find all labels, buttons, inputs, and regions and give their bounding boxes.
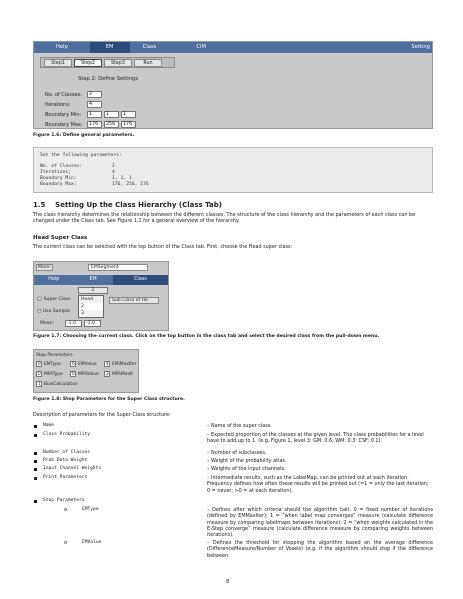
code-value: 176, 256, 176 [112,182,149,187]
parameters-intro: Description of parameters for the Super Class structure: [33,412,171,418]
super-class-radio[interactable] [37,297,71,302]
code-key: Boundary Min: [40,176,77,181]
code-key: No. of Classes: [40,164,83,169]
class-option-head[interactable]: Head [79,296,103,303]
page-number: 8 [226,579,230,585]
param-name: Class Probability [43,432,91,437]
class-dropdown-button[interactable]: 2 [78,287,108,294]
classes-input[interactable]: 2 [87,91,102,98]
boundary-max-y-input[interactable]: 256 [104,121,119,128]
section-intro-paragraph: The class hierarchy determines the relationship between the different classes. The structure of the class hierarchy and the parameters of each class can be changed under the Class tab. See Figure 1.1 for a general overview of the hierarchy. [33,212,416,225]
iterations-input[interactable]: 4 [87,101,102,108]
boundary-min-y-input[interactable]: 1 [104,111,119,118]
tab-em[interactable]: EM [90,42,130,53]
step2-button[interactable]: Step2 [74,59,102,67]
emmaxiter-label: EMiMaxIter [112,362,137,367]
settings-screenshot [33,41,433,129]
param-description: – Defines the threshold for stopping the algorithm based on the average difference (DifferenceMeasure/Number of Voxels) (e.g. if the algorithm should stop if the difference between [207,540,433,559]
boundary-max-z-input[interactable]: 176 [121,121,136,128]
mfavalue-input[interactable]: 0 [72,371,75,376]
step1-button[interactable]: Step1 [44,59,72,67]
tab-em[interactable]: EM [89,277,97,282]
class-dropdown-menu [78,295,104,318]
figure-1-6-caption: Figure 1.6: Define general parameters. [33,133,135,138]
boundary-min-x-input[interactable]: 1 [87,111,102,118]
super-class-label: Super Class [43,297,71,302]
emvalue-label: EMValue [78,362,97,367]
boundary-max-x-input[interactable]: 176 [87,121,102,128]
param-name: Name [43,423,55,428]
code-value: 1, 1, 1 [112,176,132,181]
code-intro: Set the following parameters: [40,153,122,158]
bias-calculation-input[interactable]: 1 [38,381,41,386]
module-tab-bar [34,275,168,285]
boundary-min-label: Boundary Min: [45,112,82,118]
bullet-icon [34,500,37,503]
param-name: Input Channel Weights [43,466,102,471]
module-select[interactable]: EMSegment [88,264,148,271]
code-value: 4 [112,170,115,175]
sub-class-button[interactable]: Sub Class of He [109,297,159,304]
use-sample-label: Use Sample [42,309,71,314]
param-description: – Name of the super class. [207,423,272,429]
mean-label: Mean: [40,321,55,326]
emtype-label: EMType [44,362,61,367]
figure-1-8-caption: Figure 1.8: Stop Parameters for the Super Class structure. [33,397,185,402]
mfamaxiter-label: MFAMaxIt [112,372,134,377]
param-description: – Defines after which criteria should the algorithm halt. 0 = fixed number of iterations (defined by EMMaxIter); 1 = “when label map converges” measure (calculate difference measure by comparing labelmaps between iterations); 2 = “when weights calculated in the E-Step converge” measure (calculate difference measure by comparing weights between iterations). [207,507,433,539]
bullet-icon [34,452,37,455]
stop-parameters-screenshot [33,349,139,393]
param-description: – Expected proportion of the classes at the given level. The class probabilities for a level have to add up to 1. (e.g. Figure 1, level 3: GM: 0.6; WM: 0.3: CSF: 0.1). [207,432,424,445]
class-option-2[interactable]: 2 [79,303,103,310]
code-key: Iterations: [40,170,72,175]
classes-label: No. of Classes: [45,92,82,98]
step3-button[interactable]: Step3 [104,59,132,67]
class-select-screenshot [33,261,169,331]
emvalue-input[interactable]: 0 [72,361,75,366]
step-heading: Step 2: Define Settings [78,76,139,82]
step-bar [40,57,175,68]
head-super-class-heading: Head Super Class [33,235,88,241]
class-option-3[interactable]: 3 [81,311,84,316]
param-name: Prob Data Weight [43,458,88,463]
boundary-max-label: Boundary Max: [45,122,83,128]
param-name: Print Parameters [43,475,88,480]
boundary-min-z-input[interactable]: 1 [121,111,136,118]
bullet-icon [34,425,37,428]
mean-input-2[interactable]: -1.0 [84,320,101,327]
param-description: – Number of subclasses. [207,450,267,456]
radio-icon: ◯ [37,297,43,302]
bullet-icon [34,477,37,480]
bias-calculation-label: BiasCalculation [44,382,78,387]
stop-parameters-title: Stop Parameters [36,353,73,358]
tab-help[interactable]: Help [48,277,60,282]
code-value: 2 [112,164,115,169]
iterations-label: Iterations: [45,102,71,108]
code-key: Boundary Max: [40,182,77,187]
param-name: Stop Parameters [43,498,85,503]
sub-bullet-icon: o [64,540,68,546]
mfavalue-label: MFAValue [78,372,99,377]
mfatype-input[interactable]: 0 [38,371,41,376]
param-name: EMValue [82,540,102,545]
tab-class[interactable]: Class [113,275,168,285]
emmaxiter-input[interactable]: 4 [106,361,109,366]
head-super-class-paragraph: The current class can be selected with the top button of the Class tab. First, choose the Head super class: [33,244,293,250]
checkbox-icon: □ [37,309,42,314]
param-name: Number of Classes [43,450,91,455]
bullet-icon [34,468,37,471]
param-name: EMType [82,507,99,512]
param-description: – Weight of the probability atlas. [207,458,287,464]
use-sample-checkbox[interactable] [37,309,70,314]
tab-setting[interactable]: Setting [411,44,430,50]
parameters-code-box [33,147,433,193]
section-heading: 1.5 Setting Up the Class Hierarchy (Class Tab) [33,201,222,209]
figure-1-7-caption: Figure 1.7: Choosing the current class. Click on the top button in the class tab and select the desired class from the pull-down menu. [33,334,380,339]
sub-bullet-icon: o [64,507,68,513]
tab-cim[interactable]: CIM [196,44,206,50]
emtype-input[interactable]: 0 [38,361,41,366]
module-tab-bar [34,42,432,53]
more-button[interactable]: More: [36,264,53,271]
run-button[interactable]: Run [134,59,162,67]
mfatype-label: MFAType [44,372,63,377]
param-description: – Intermediate results, such as the LabelMap, can be printed out at each iteration. Frequency defines how often these results will be printed out (=1 = only the last iteration; 0 = never; >0 = at each iteration). [207,475,429,494]
mfamaxiter-input[interactable]: 2 [106,371,109,376]
tab-class[interactable]: Class [142,44,157,50]
param-description: – Weights of the input channels. [207,466,286,472]
tab-help[interactable]: Help [55,44,68,50]
bullet-icon [34,460,37,463]
bullet-icon [34,434,37,437]
mean-input-1[interactable]: -1.0 [65,320,82,327]
